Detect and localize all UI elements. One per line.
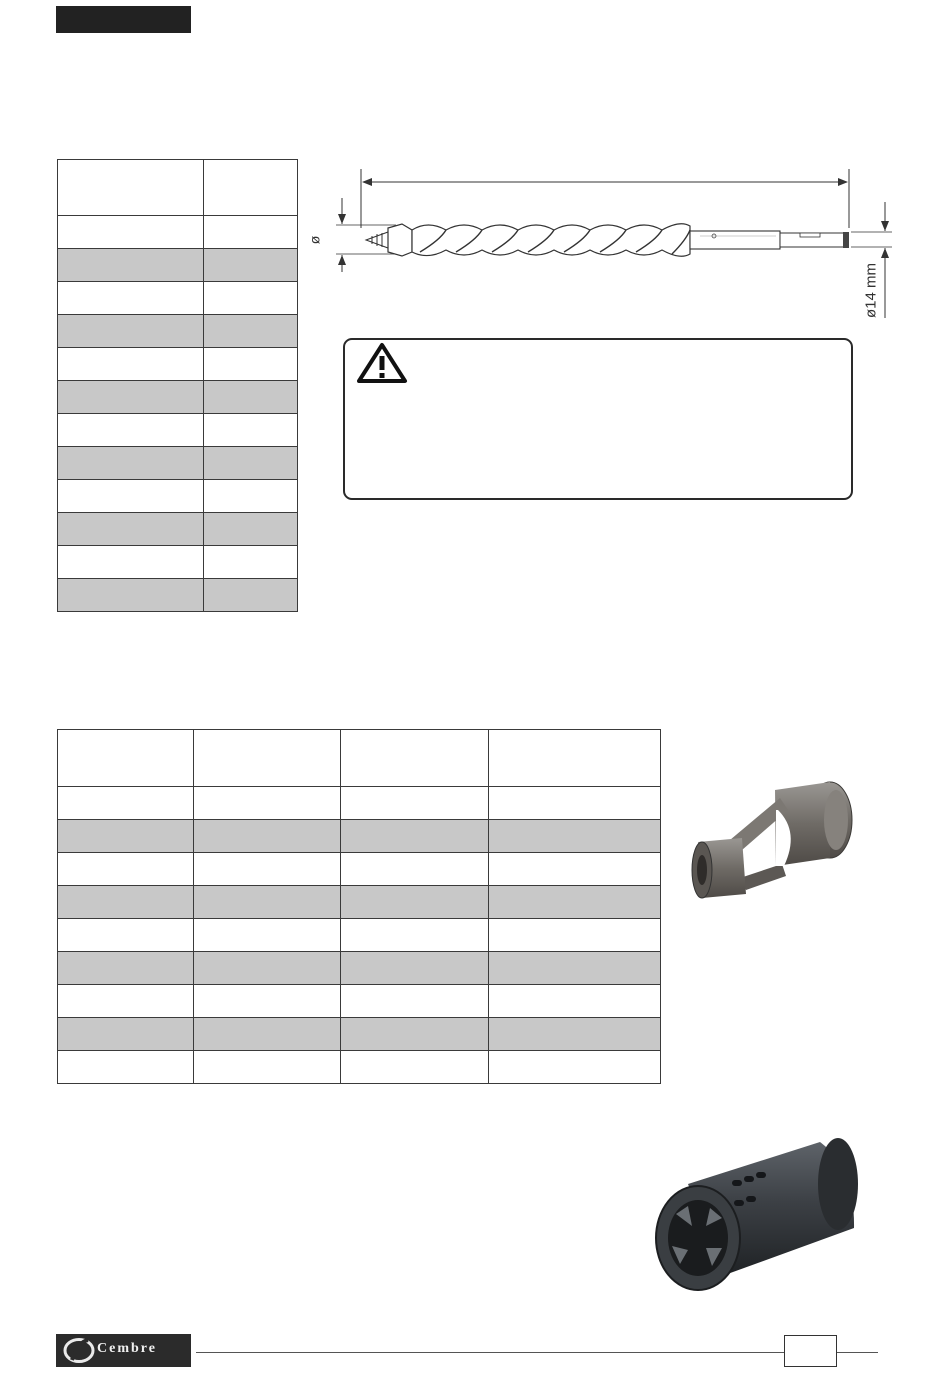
table-cell	[341, 952, 488, 985]
table-cell	[194, 985, 341, 1018]
table-cell	[341, 985, 488, 1018]
table-cell	[341, 919, 488, 952]
table-cell	[488, 985, 660, 1018]
table-cell	[58, 348, 204, 381]
table-cell	[58, 787, 194, 820]
table-cell	[194, 919, 341, 952]
table-cell	[341, 853, 488, 886]
table-cell	[488, 1051, 660, 1084]
table-cell	[58, 315, 204, 348]
table-cell	[341, 1018, 488, 1051]
table-cell	[194, 1018, 341, 1051]
warning-triangle-icon	[356, 342, 408, 384]
drill-bit-diagram	[320, 160, 900, 330]
table-cell	[58, 480, 204, 513]
table-cell	[488, 886, 660, 919]
drill-size-table	[57, 159, 298, 612]
table-cell	[204, 480, 298, 513]
table-cell	[204, 249, 298, 282]
table-cell	[204, 216, 298, 249]
table-cell	[341, 820, 488, 853]
table-cell	[58, 820, 194, 853]
table-cell	[341, 787, 488, 820]
table-header-cell	[488, 730, 660, 787]
table-header-cell	[58, 730, 194, 787]
shank-diameter-label: ø14 mm	[862, 263, 880, 319]
table-cell	[194, 787, 341, 820]
table-cell	[204, 381, 298, 414]
table-header-cell	[204, 160, 298, 216]
table-cell	[488, 853, 660, 886]
table-cell	[194, 820, 341, 853]
table-cell	[204, 513, 298, 546]
table-cell	[58, 381, 204, 414]
table-cell	[204, 348, 298, 381]
table-cell	[204, 447, 298, 480]
table-cell	[204, 579, 298, 612]
table-header-cell	[341, 730, 488, 787]
table-cell	[58, 216, 204, 249]
table-cell	[194, 952, 341, 985]
table-header-cell	[194, 730, 341, 787]
table-cell	[488, 787, 660, 820]
table-cell	[204, 414, 298, 447]
brand-name: Cembre	[97, 1341, 157, 1356]
table-cell	[341, 886, 488, 919]
page-number-box	[784, 1335, 837, 1367]
accessory-size-table	[57, 729, 661, 1084]
table-cell	[488, 919, 660, 952]
table-cell	[204, 282, 298, 315]
table-cell	[194, 1051, 341, 1084]
table-cell	[58, 886, 194, 919]
adapter-nozzle-photo	[680, 770, 880, 940]
table-cell	[58, 546, 204, 579]
table-cell	[204, 315, 298, 348]
table-cell	[341, 1051, 488, 1084]
table-header-cell	[58, 160, 204, 216]
table-cell	[194, 853, 341, 886]
table-cell	[58, 985, 194, 1018]
table-cell	[488, 952, 660, 985]
warning-notice-box	[343, 338, 853, 500]
table-cell	[58, 249, 204, 282]
table-cell	[58, 919, 194, 952]
bit-diameter-label: ø	[306, 235, 323, 245]
table-cell	[58, 513, 204, 546]
table-cell	[204, 546, 298, 579]
table-cell	[58, 1051, 194, 1084]
table-cell	[58, 579, 204, 612]
brand-emblem-icon	[60, 1336, 98, 1365]
table-cell	[58, 414, 204, 447]
socket-sleeve-photo	[640, 1128, 870, 1318]
table-cell	[488, 820, 660, 853]
section-header-bar	[56, 6, 191, 33]
table-cell	[58, 447, 204, 480]
table-cell	[58, 853, 194, 886]
table-cell	[488, 1018, 660, 1051]
table-cell	[58, 282, 204, 315]
footer-rule	[196, 1352, 878, 1353]
table-cell	[58, 952, 194, 985]
table-cell	[58, 1018, 194, 1051]
table-cell	[194, 886, 341, 919]
